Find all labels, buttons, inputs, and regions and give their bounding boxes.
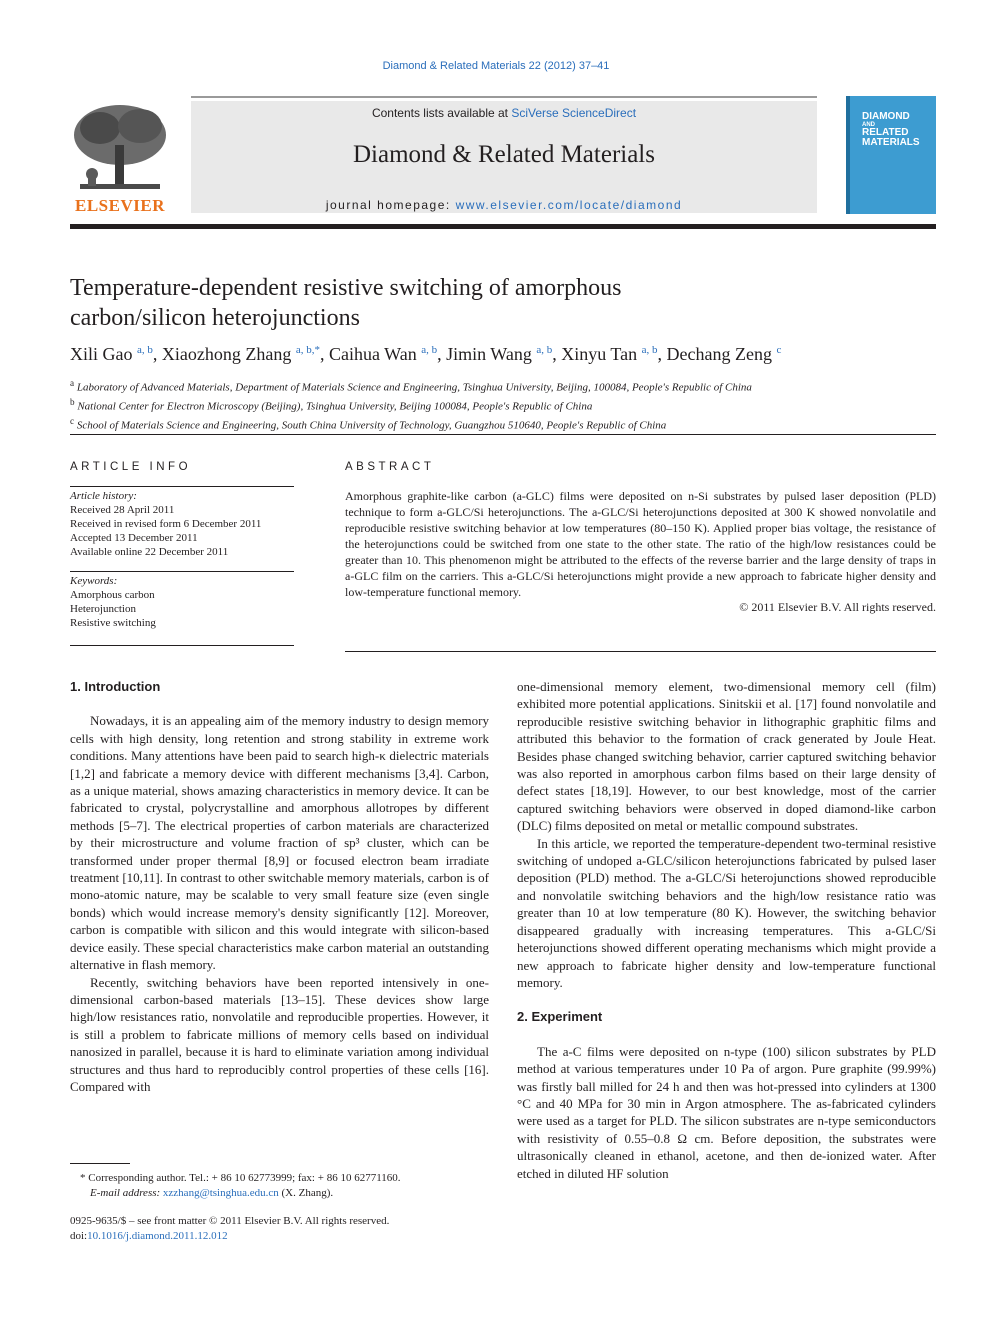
copyright: © 2011 Elsevier B.V. All rights reserved.: [739, 600, 936, 614]
right-column: [517, 678, 936, 1182]
paragraph: The a-C films were deposited on n-type (100) silicon substrates by PLD method at various temperatures under 10 Pa of argon. Pure graphite (99.99%) was firstly ball milled for 24 h and then was hot-pressed into cylinders at 1300 °C and 40 MPa for 30 min in Argon atmosphere. The as-fabricated cylinders were used as a target for PLD. The silicon substrates are n-type semiconductors with resistivity of 0.55–0.8 Ω cm. Before deposition, the substrates were ultrasonically cleaned in ethanol, acetone, and then de-ionized water. After etched in diluted HF solution: [517, 1043, 936, 1181]
tree-icon: [70, 100, 170, 195]
article-info: [70, 461, 294, 646]
divider: [70, 571, 294, 572]
divider: [70, 434, 936, 435]
author[interactable]: Caihua Wan $^{a, b}$: [329, 344, 438, 364]
paragraph: In this article, we reported the temperature-dependent two-terminal resistive switching of undoped a-GLC/silicon heterojunctions fabricated by pulsed laser deposition (PLD) method. The a-GLC/Si heterojunctions showed reproducible and nonvolatile switching behaviors and the high/low resistance ratio was greater than 10 at low temperature (80 K). However, the switching behavior disappeared gradually with increasing temperatures. This a-GLC/Si heterojunctions showed different operating mechanisms which might provide a new approach to fabricate higher density and low-temperature functional memory.: [517, 835, 936, 990]
author[interactable]: Xiaozhong Zhang $^{a, b,*}$: [161, 344, 320, 364]
abstract-heading: ABSTRACT: [345, 461, 435, 473]
paragraph: Nowadays, it is an appealing aim of the memory industry to design memory cells with high density, long retention and strong stability in extreme work conditions. Many attentions have been paid to search high-κ dielectric materials [1,2] and fabricate a memory device with different mechanisms [3,4]. Carbon, as a unique material, shows amazing characteristics in memory device. It can be fabricated to crystal, polycrystalline and amorphous allotropes by different methods [5–7]. The electrical properties of carbon materials are characterized by their microstructure and volume fraction of sp³ cluster, which can be transformed under proper thermal [8,9] or focused electron beam irradiate treatment [10,11]. In contrast to other switchable memory materials, carbon is of mono-atomic nature, may be scalable to very small feature size (even single bonds) which would increase memory's density significantly [12]. Moreover, carbon is compatible with silicon and this would integrate with silicon-based device easily. These special characteristics make carbon material an outstanding alternative in flash memory.: [70, 713, 489, 973]
left-column: [70, 678, 489, 1095]
affiliation: $^c$ School of Materials Science and Engineering, South China University of Technology, Guangzhou 510640, People's Republic of China: [70, 416, 667, 432]
author-list: Xili Gao $^{a, b}$, Xiaozhong Zhang $^{a, b,*}$, Caihua Wan $^{a, b}$, Jimin Wang $^{a, b}$, Xinyu Tan $^{a, b}$, Dechang Zeng $^c$: [70, 344, 782, 364]
homepage-link[interactable]: www.elsevier.com/locate/diamond: [455, 198, 683, 212]
article-info-heading: ARTICLE INFO: [70, 461, 192, 473]
masthead-rule: [191, 96, 817, 98]
abstract: [345, 461, 936, 615]
doi-link[interactable]: 10.1016/j.diamond.2011.12.012: [87, 1230, 228, 1242]
article-history: Article history: Received 28 April 2011 Received in revised form 6 December 2011 Accepted 13 December 2011 Available online 22 December 2011: [70, 490, 262, 558]
divider: [345, 651, 936, 652]
keyword: Heterojunction: [70, 603, 136, 615]
journal-masthead: [191, 101, 817, 213]
footnote: * Corresponding author. Tel.: + 86 10 62773999; fax: + 86 10 62771160. E-mail address: xzzhang@tsinghua.edu.cn (X. Zhang).: [80, 1172, 401, 1199]
email-link[interactable]: xzzhang@tsinghua.edu.cn: [162, 1187, 279, 1199]
divider: [70, 486, 294, 487]
journal-title: Diamond & Related Materials: [352, 141, 655, 168]
article-title: Temperature-dependent resistive switching of amorphous carbon/silicon heterojunctions: [70, 275, 622, 331]
keywords: Keywords: Amorphous carbon Heterojunction Resistive switching: [70, 574, 294, 630]
elsevier-wordmark: ELSEVIER: [75, 196, 165, 215]
front-matter: 0925-9635/$ – see front matter © 2011 Elsevier B.V. All rights reserved. doi:10.1016/j.diamond.2011.12.012: [70, 1215, 390, 1242]
keyword: Resistive switching: [70, 617, 156, 629]
affiliation: $^b$ National Center for Electron Microscopy (Beijing), Tsinghua University, Beijing 100084, People's Republic of China: [70, 397, 593, 413]
elsevier-logo: [70, 100, 170, 215]
author[interactable]: Jimin Wang $^{a, b}$: [446, 344, 553, 364]
author[interactable]: Xili Gao $^{a, b}$: [70, 344, 153, 364]
sciencedirect-link[interactable]: SciVerse ScienceDirect: [511, 106, 637, 120]
abstract-text: Amorphous graphite-like carbon (a-GLC) films were deposited on n-Si substrates by pulsed laser deposition (PLD) technique to form a-GLC/Si heterojunctions. The a-GLC/Si heterojunctions deposited at 300 K showed nonvolatile and reproducible resistive switching behavior at low temperatures (80–150 K). Applied proper bias voltage, the resistance of the heterojunctions could be switched from one state to the other state. The ratio of the high/low resistances could be greater than 10. This phenomenon might be attributed to the effects of the reverse barrier and the large density of traps in a-GLC film on the carriers. This a-GLC/Si heterojunctions might provide a new approach to fabricate higher density and low-temperature functional memory.: [345, 489, 936, 599]
contents-line: Contents lists available at SciVerse ScienceDirect: [371, 106, 637, 120]
author[interactable]: Xinyu Tan $^{a, b}$: [561, 344, 658, 364]
cover-strip: [846, 96, 850, 214]
section-heading: 1. Introduction: [70, 679, 161, 694]
affiliations: [70, 376, 936, 433]
section-heading: 2. Experiment: [517, 1009, 603, 1025]
keyword: Amorphous carbon: [70, 589, 155, 601]
header-divider: [70, 224, 936, 229]
journal-cover-thumbnail[interactable]: [846, 96, 936, 214]
divider: [70, 645, 294, 646]
affiliation: $^a$ Laboratory of Advanced Materials, Department of Materials Science and Engineering, Tsinghua University, Beijing, 100084, People's Republic of China: [70, 378, 752, 394]
cover-title: DIAMOND AND RELATED MATERIALS: [862, 111, 920, 148]
journal-citation[interactable]: Diamond & Related Materials 22 (2012) 37–41: [382, 60, 610, 72]
paragraph: Recently, switching behaviors have been reported intensively in one-dimensional carbon-based materials [13–15]. These devices show large high/low resistances ratio, nonvolatile and reproducible properties. However, it is still a problem to fabricate millions of memory cells based on individual nanosized in parallel, because it is hard to eliminate variation among individual structures and thus hard to reproducibly control properties of these cells [16]. Compared with: [70, 974, 489, 1094]
journal-homepage: journal homepage: www.elsevier.com/locate/diamond: [325, 198, 683, 212]
paragraph: one-dimensional memory element, two-dimensional memory cell (film) exhibited more potential applications. Sinitskii et al. [17] found nonvolatile and reproducible resistive switching behavior in lithographic graphitic films and attributed this behavior to the formation of crack generated by Joule Heat. Besides phase changed switching behavior, carrier captured switching behavior was also reported in amorphous carbon films based on their large density of defect states [18,19]. However, to our best knowledge, most of the carrier captured switching behaviors were observed in doped diamond-like carbon (DLC) films deposited on metal or metallic compound substrates.: [517, 679, 936, 834]
footnote-rule: [70, 1163, 130, 1164]
author[interactable]: Dechang Zeng $^c$: [666, 344, 782, 364]
